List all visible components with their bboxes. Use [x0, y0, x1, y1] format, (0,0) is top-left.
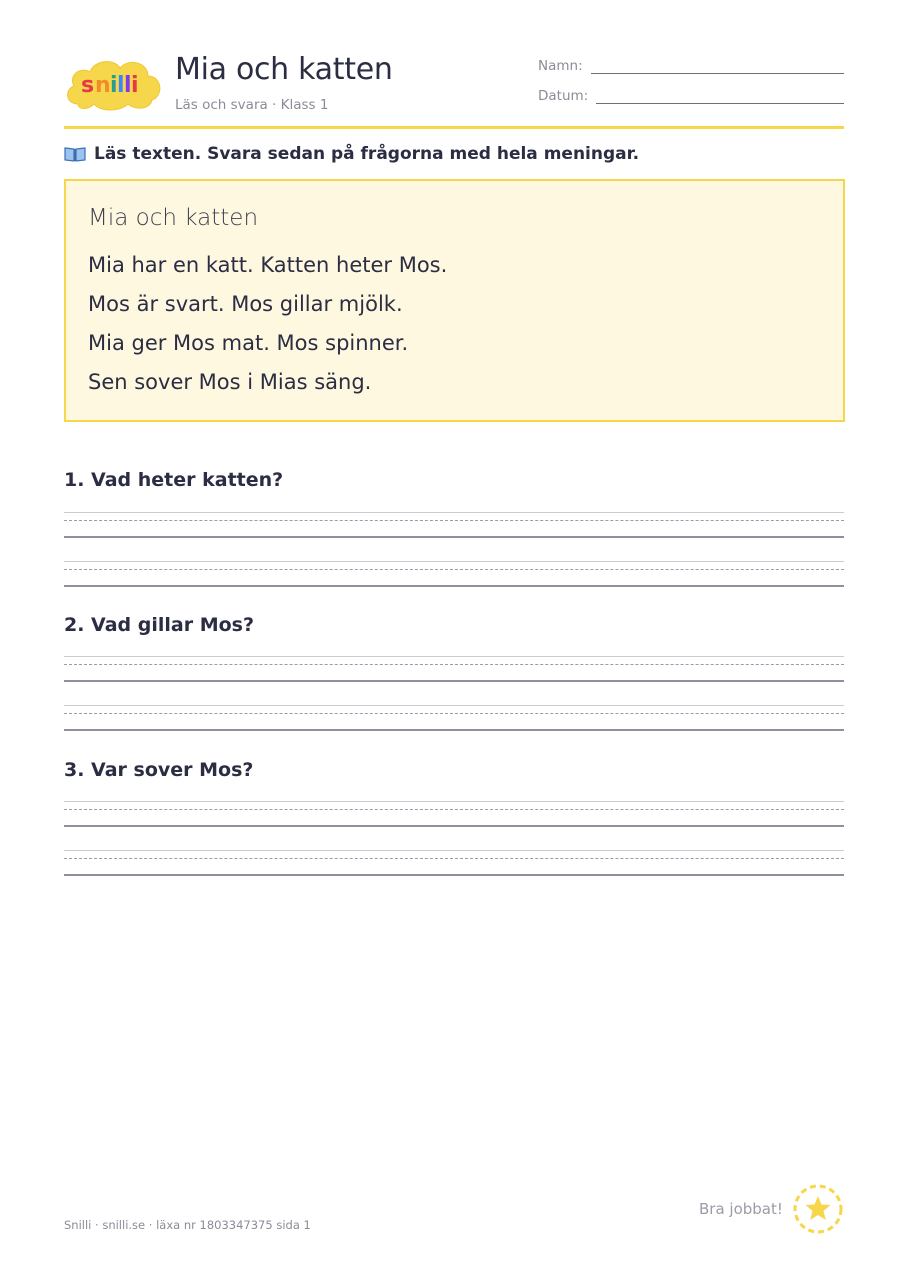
svg-text:i: i [110, 73, 118, 98]
worksheet-title: Mia och katten [175, 52, 393, 87]
name-field[interactable] [591, 73, 844, 74]
answer-line-3a[interactable] [64, 801, 844, 827]
svg-text:l: l [124, 73, 132, 98]
question-2: 2. Vad gillar Mos? [64, 614, 254, 636]
instruction-text: Läs texten. Svara sedan på frågorna med hela meningar. [94, 144, 640, 164]
snilli-logo [64, 54, 164, 112]
answer-line-3b[interactable] [64, 850, 844, 876]
svg-text:l: l [117, 73, 125, 98]
answer-line-1b[interactable] [64, 561, 844, 587]
date-field[interactable] [596, 103, 844, 104]
svg-text:i: i [131, 73, 139, 98]
date-label: Datum: [538, 88, 589, 104]
story-line: Mia ger Mos mat. Mos spinner. [88, 331, 409, 355]
reading-text-box [64, 179, 845, 422]
name-label: Namn: [538, 58, 583, 74]
answer-line-1a[interactable] [64, 512, 844, 538]
question-3: 3. Var sover Mos? [64, 759, 254, 781]
svg-text:s: s [81, 73, 95, 98]
story-line: Mia har en katt. Katten heter Mos. [88, 253, 448, 277]
story-line: Mos är svart. Mos gillar mjölk. [88, 292, 403, 316]
footer-text: Snilli · snilli.se · läxa nr 1803347375 sida 1 [64, 1218, 311, 1232]
open-book-icon [64, 146, 86, 162]
praise-text: Bra jobbat! [699, 1200, 783, 1218]
worksheet-subtitle: Läs och svara · Klass 1 [175, 97, 329, 113]
answer-line-2a[interactable] [64, 656, 844, 682]
question-1: 1. Vad heter katten? [64, 469, 284, 491]
answer-line-2b[interactable] [64, 705, 844, 731]
svg-text:n: n [95, 73, 111, 98]
story-title: Mia och katten [88, 205, 259, 231]
header-divider [64, 126, 844, 129]
instruction [64, 144, 639, 164]
story-line: Sen sover Mos i Mias säng. [88, 370, 372, 394]
star-icon [792, 1183, 844, 1235]
